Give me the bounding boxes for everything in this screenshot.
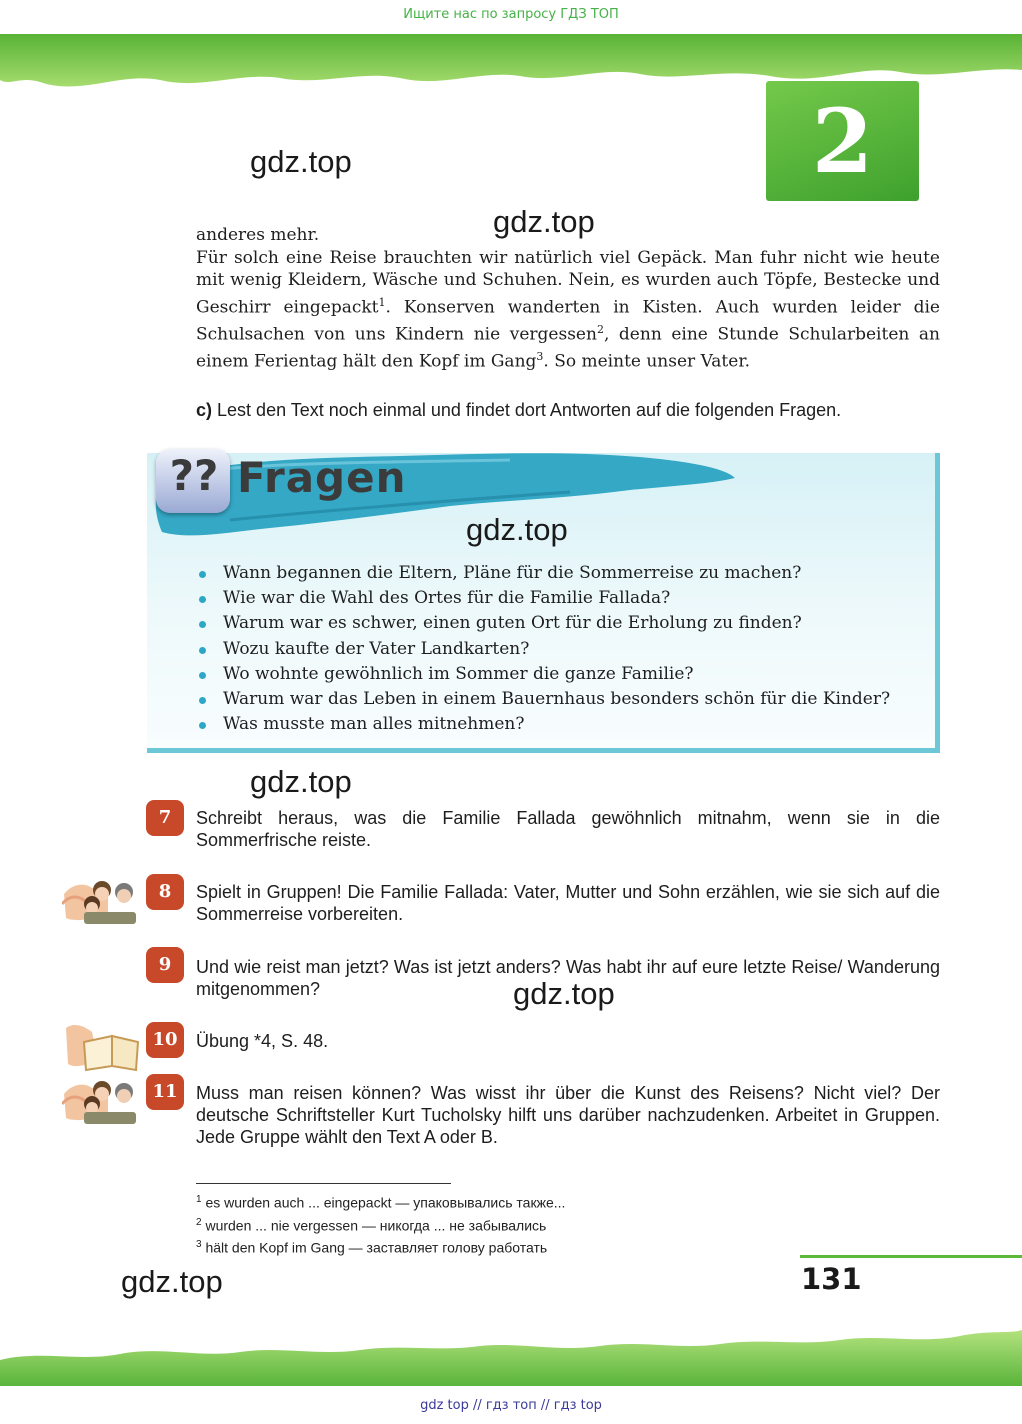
exercise-text: Übung *4, S. 48.: [196, 1031, 329, 1051]
footnote-divider: [196, 1183, 451, 1184]
group-work-icon: [62, 1074, 144, 1126]
exercise-text: Und wie reist man jetzt? Was ist jetzt anders? Was habt ihr auf eure letzte Reise/ Wanderung mitgenommen?: [196, 957, 940, 999]
footnote-item: $^1$ es wurden auch ... eingepackt — упаковывались также...: [196, 1194, 566, 1211]
watermark: gdz.top: [250, 144, 352, 179]
exercise-text: Spielt in Gruppen! Die Familie Fallada: Vater, Mutter und Sohn erzählen, wie sie sich auf die Sommerreise vorbereiten.: [196, 882, 940, 924]
footnotes: [196, 1190, 756, 1258]
exercise-number-badge: 8: [146, 874, 184, 910]
bullet-icon: [199, 621, 206, 628]
watermark: gdz.top: [250, 764, 352, 799]
page-number-rule: [800, 1255, 1022, 1258]
exercise-number-badge: 9: [146, 947, 184, 983]
question-item: Wo wohnte gewöhnlich im Sommer die ganze Familie?: [197, 662, 890, 687]
watermark: gdz.top: [466, 512, 568, 547]
task-c: [196, 399, 940, 421]
page-number: 131: [801, 1262, 862, 1296]
bullet-icon: [199, 697, 206, 704]
top-search-link[interactable]: Ищите нас по запросу ГДЗ ТОП: [403, 7, 619, 22]
watermark: gdz.top: [513, 976, 615, 1011]
workbook-icon: [64, 1020, 144, 1072]
chapter-number-tile: 2: [766, 81, 919, 201]
fragen-title: Fragen: [237, 453, 407, 502]
question-item: Wann begannen die Eltern, Pläne für die Sommerreise zu machen?: [197, 561, 890, 586]
footnote-ref: 2: [596, 322, 604, 336]
story-paragraph: Für solch eine Reise brauchten wir natürlich viel Gepäck. Man fuhr nicht wie heute mit wenig Kleidern, Wäsche und Schuhen. Nein, es wurden auch Töpfe, Bestecke und Geschirr eingepackt$^1$. Konserven wanderten in Kisten. Auch wurden leider die Schulsachen von uns Kindern nie vergessen$^2$, denn eine Stunde Schularbeiten an einem Ferientag hält den Kopf im Gang$^3$. So meinte unser Vater.: [196, 247, 941, 372]
exercise-number-badge: 11: [146, 1074, 184, 1110]
exercise-number-badge: 10: [146, 1022, 184, 1058]
footnote-ref: 3: [536, 349, 544, 363]
bullet-icon: [199, 722, 206, 729]
exercise-text: Schreibt heraus, was die Familie Fallada gewöhnlich mitnahm, wenn sie in die Sommerfrische reiste.: [196, 808, 940, 850]
exercise-text: Muss man reisen können? Was wisst ihr über die Kunst des Reisens? Nicht viel? Der deutsche Schriftsteller Kurt Tucholsky hilft uns darüber nachzudenken. Arbeitet in Gruppen. Jede Gruppe wählt den Text A oder B.: [196, 1083, 940, 1147]
story-text-line: anderes mehr.: [196, 225, 320, 245]
bullet-icon: [199, 672, 206, 679]
bullet-icon: [199, 596, 206, 603]
group-work-icon: [62, 874, 144, 926]
task-c-label: c): [196, 400, 213, 420]
question-marks-text: ??: [169, 451, 219, 500]
footnote-ref: 1: [378, 295, 386, 309]
watermark: gdz.top: [493, 204, 595, 239]
question-item: Wie war die Wahl des Ortes für die Familie Fallada?: [197, 586, 890, 611]
footnote-item: $^3$ hält den Kopf im Gang — заставляет голову работать: [196, 1239, 548, 1256]
bottom-grass-band: [0, 1300, 1022, 1390]
question-item: Warum war das Leben in einem Bauernhaus besonders schön für die Kinder?: [197, 687, 890, 712]
bullet-icon: [199, 571, 206, 578]
bullet-icon: [199, 647, 206, 654]
watermark: gdz.top: [121, 1264, 223, 1299]
question-item: Wozu kaufte der Vater Landkarten?: [197, 637, 890, 662]
footer-links[interactable]: gdz top // гдз топ // гдз top: [420, 1398, 602, 1413]
question-list: [197, 561, 890, 737]
task-c-text: Lest den Text noch einmal und findet dort Antworten auf die folgenden Fragen.: [217, 400, 842, 420]
exercise-number-badge: 7: [146, 800, 184, 836]
question-item: Warum war es schwer, einen guten Ort für die Erholung zu finden?: [197, 611, 890, 636]
question-item: Was musste man alles mitnehmen?: [197, 712, 890, 737]
footnote-item: $^2$ wurden ... nie vergessen — никогда ... не забывались: [196, 1216, 547, 1234]
